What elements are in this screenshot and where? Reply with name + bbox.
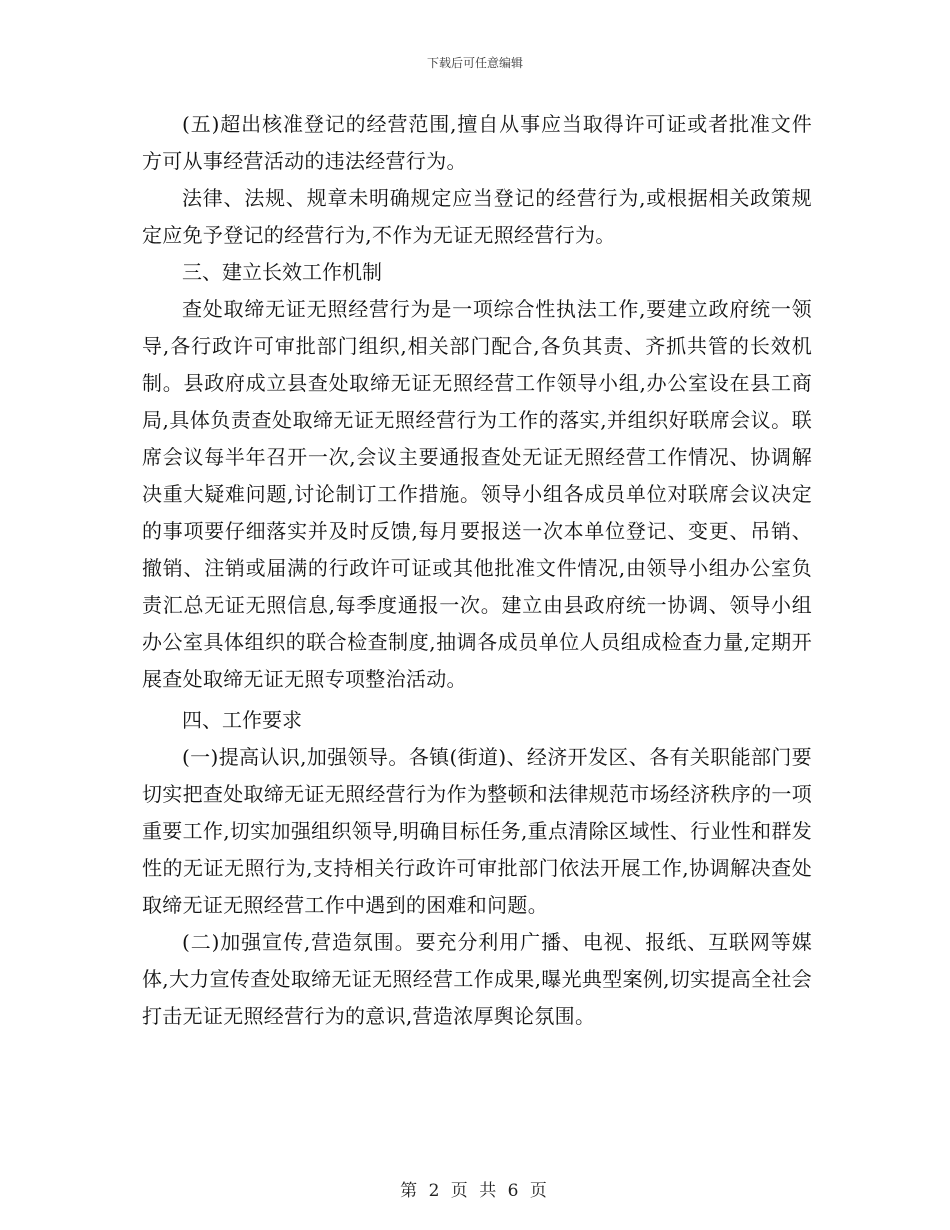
paragraph-exemption: 法律、法规、规章未明确规定应当登记的经营行为,或根据相关政策规定应免予登记的经营行为,不作为无证无照经营行为。 [142, 186, 812, 247]
section-heading-three: 三、建立长效工作机制 [182, 260, 382, 284]
paragraph-requirement-two: (二)加强宣传,营造氛围。要充分利用广播、电视、报纸、互联网等媒体,大力宣传查处取缔无证无照经营工作成果,曝光典型案例,切实提高全社会打击无证无照经营行为的意识,营造浓厚舆论氛围。 [142, 930, 812, 1028]
page-number-footer: 第 2 页 共 6 页 [400, 1181, 550, 1201]
paragraph-requirement-one: (一)提高认识,加强领导。各镇(街道)、经济开发区、各有关职能部门要切实把查处取缔无证无照经营行为作为整顿和法律规范市场经济秩序的一项重要工作,切实加强组织领导,明确目标任务,重点清除区域性、行业性和群发性的无证无照行为,支持相关行政许可审批部门依法开展工作,协调解决查处取缔无证无照经营工作中遇到的困难和问题。 [142, 745, 812, 917]
section-heading-four: 四、工作要求 [182, 708, 302, 732]
page-header-note: 下载后可任意编辑 [426, 56, 523, 70]
document-body [142, 106, 812, 1035]
paragraph-mechanism: 查处取缔无证无照经营行为是一项综合性执法工作,要建立政府统一领导,各行政许可审批部门组织,相关部门配合,各负其责、齐抓共管的长效机制。县政府成立县查处取缔无证无照经营工作领导小组,办公室设在县工商局,具体负责查处取缔无证无照经营行为工作的落实,并组织好联席会议。联席会议每半年召开一次,会议主要通报查处无证无照经营工作情况、协调解决重大疑难问题,讨论制订工作措施。领导小组各成员单位对联席会议决定的事项要仔细落实并及时反馈,每月要报送一次本单位登记、变更、吊销、撤销、注销或届满的行政许可证或其他批准文件情况,由领导小组办公室负责汇总无证无照信息,每季度通报一次。建立由县政府统一协调、领导小组办公室具体组织的联合检查制度,抽调各成员单位人员组成检查力量,定期开展查处取缔无证无照专项整治活动。 [142, 297, 812, 691]
paragraph-item-five: (五)超出核准登记的经营范围,擅自从事应当取得许可证或者批准文件方可从事经营活动的违法经营行为。 [142, 112, 812, 173]
